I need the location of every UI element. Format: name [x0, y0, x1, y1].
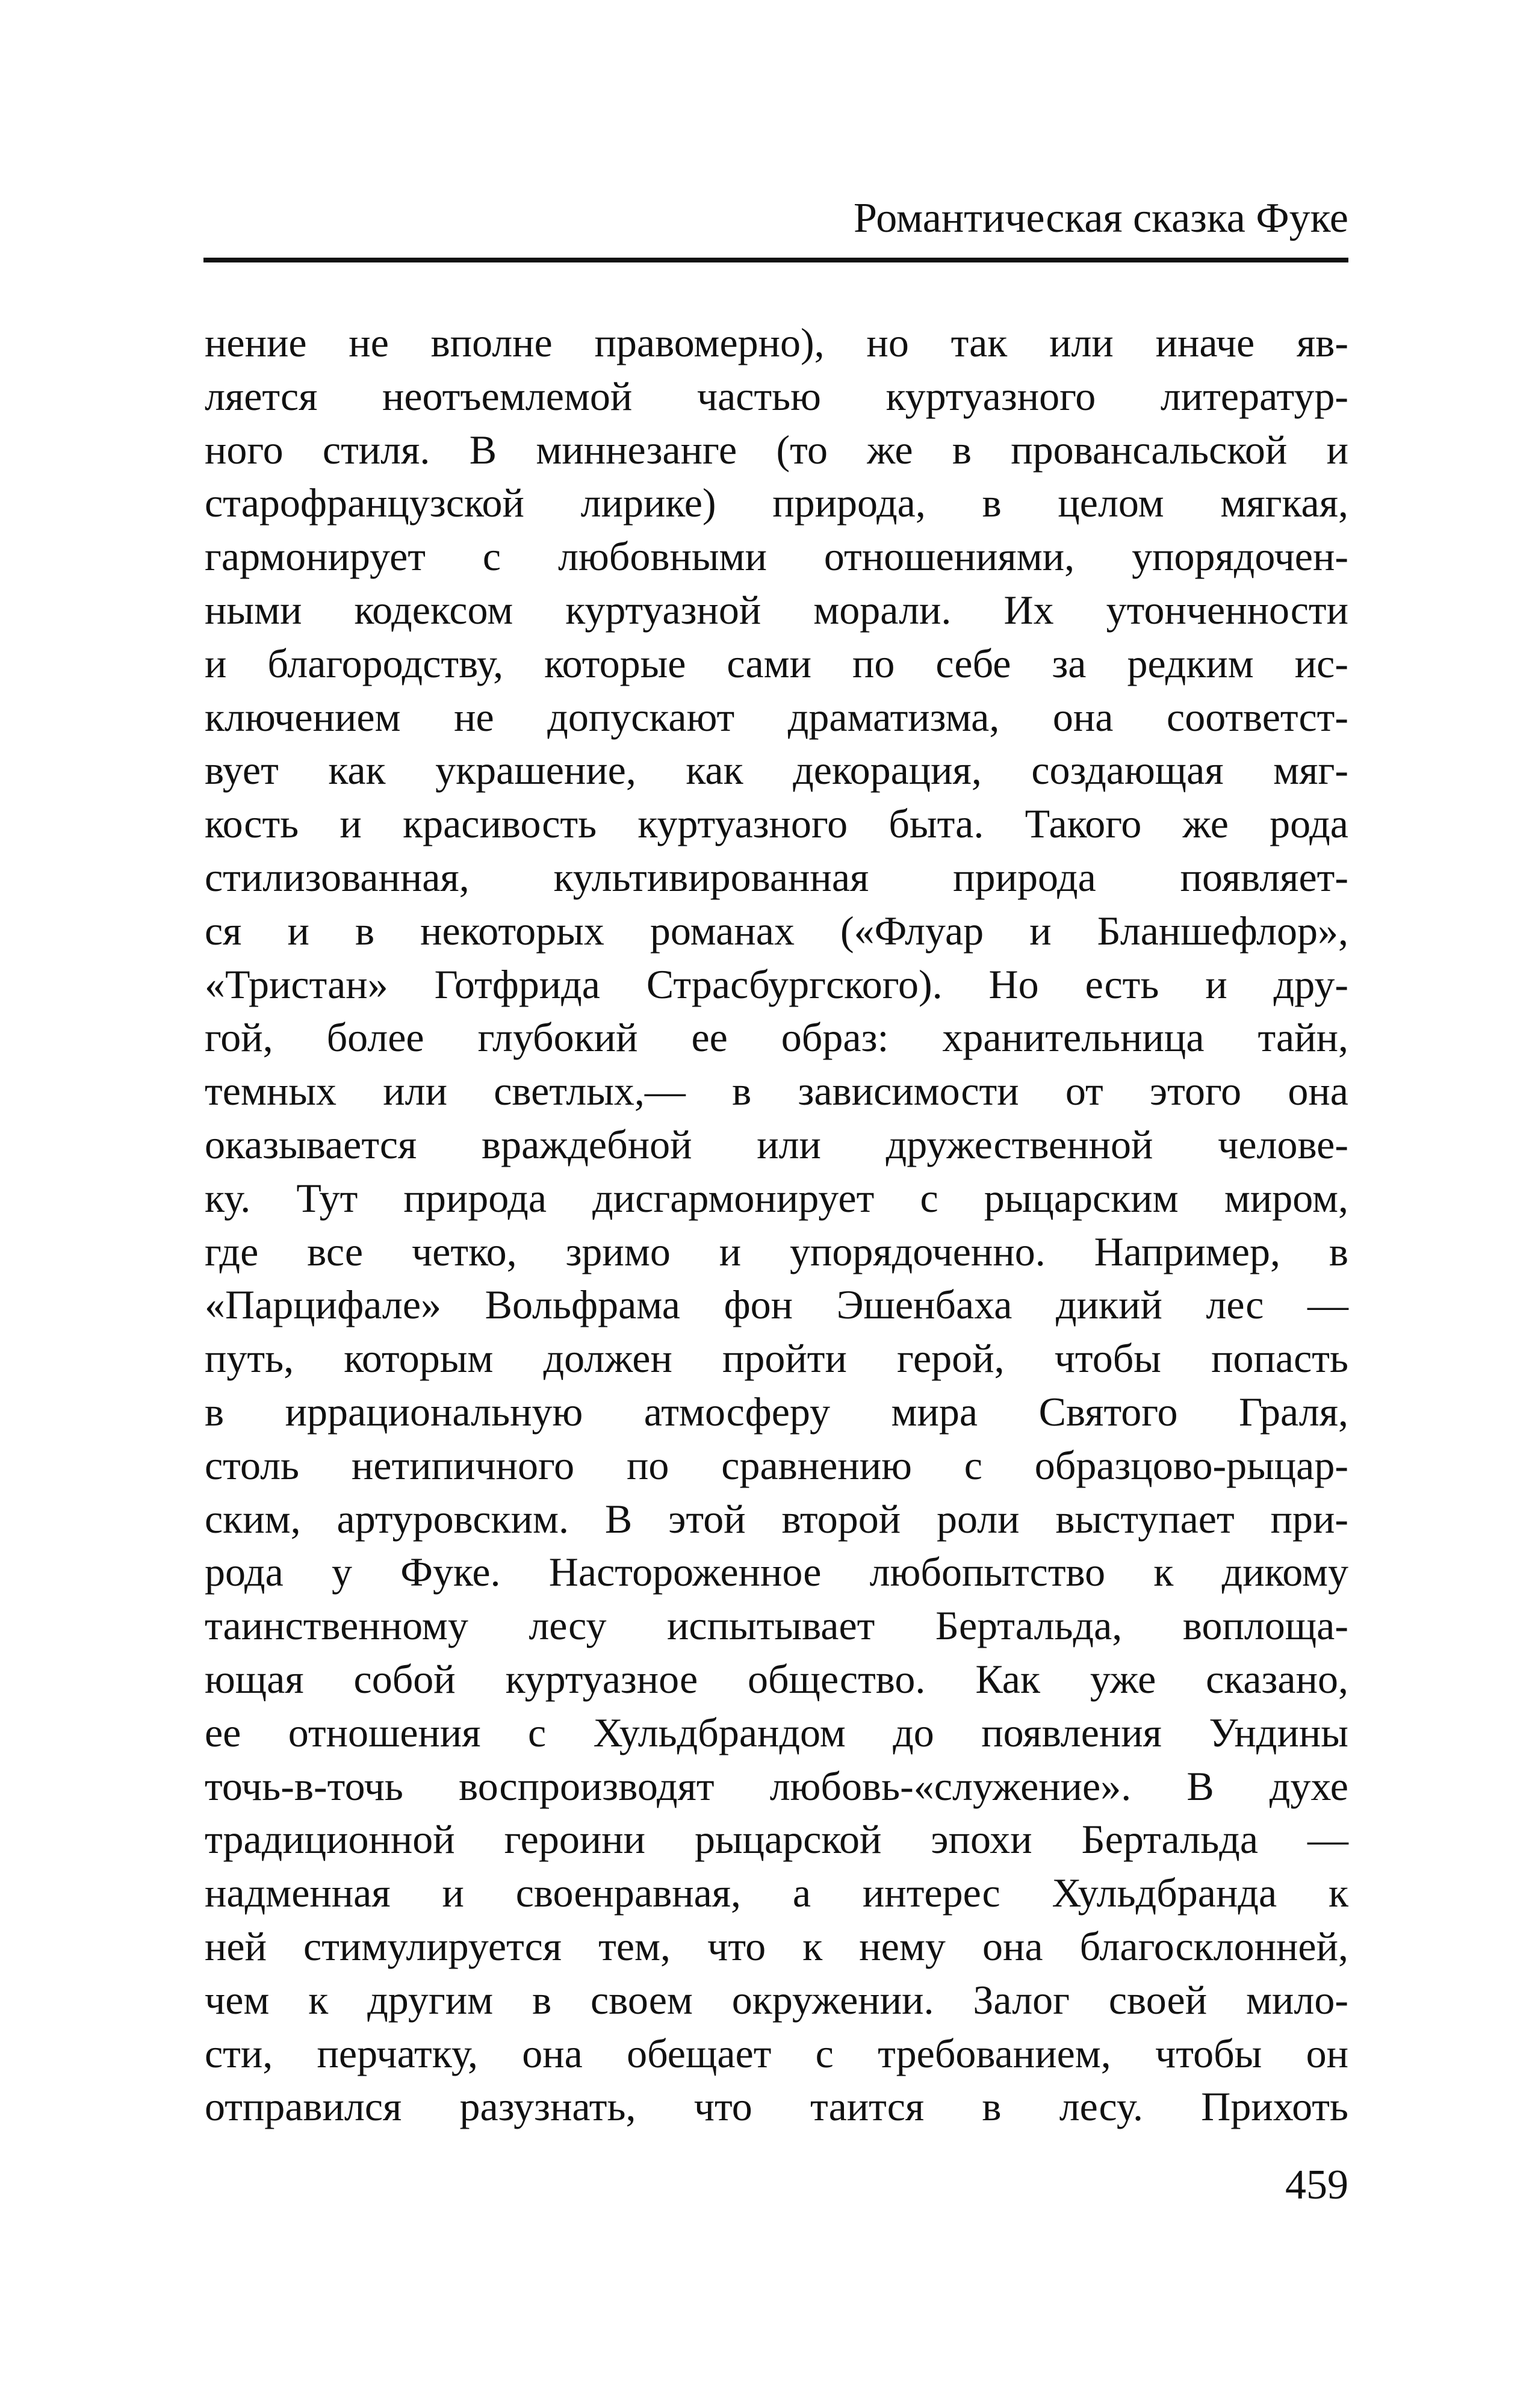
text-line: традиционной героини рыцарской эпохи Бертальда —	[205, 1816, 1348, 1863]
text-line: темных или светлых,— в зависимости от этого она	[205, 1068, 1348, 1114]
text-line: таинственному лесу испытывает Бертальда, воплоща-	[205, 1603, 1348, 1649]
text-line: надменная и своенравная, а интерес Хульдбранда к	[205, 1870, 1348, 1916]
text-line: «Парцифале» Вольфрама фон Эшенбаха дикий лес —	[205, 1282, 1348, 1328]
text-line: где все четко, зримо и упорядоченно. Например, в	[205, 1228, 1348, 1274]
text-line: путь, которым должен пройти герой, чтобы попасть	[205, 1335, 1348, 1382]
text-line: отправился разузнать, что таится в лесу. Прихоть	[205, 2084, 1348, 2130]
text-line: гармонирует с любовными отношениями, упорядочен-	[205, 533, 1348, 580]
text-line: ными кодексом куртуазной морали. Их утонченности	[205, 586, 1348, 633]
text-line: ским, артуровским. В этой второй роли выступает при-	[205, 1495, 1348, 1542]
text-line: вует как украшение, как декорация, создающая мяг-	[205, 747, 1348, 793]
text-line: старофранцузской лирике) природа, в целом мягкая,	[205, 480, 1348, 526]
text-line: ющая собой куртуазное общество. Как уже сказано,	[205, 1656, 1348, 1702]
page-number: 459	[1285, 2162, 1348, 2208]
text-line: ней стимулируется тем, что к нему она благосклонней,	[205, 1923, 1348, 1969]
text-line: ного стиля. В миннезанге (то же в провансальской и	[205, 426, 1348, 473]
text-line: столь нетипичного по сравнению с образцово-рыцар-	[205, 1442, 1348, 1488]
text-line: стилизованная, культивированная природа появляет-	[205, 854, 1348, 900]
text-line: кость и красивость куртуазного быта. Такого же рода	[205, 801, 1348, 847]
text-line: чем к другим в своем окружении. Залог своей мило-	[205, 1976, 1348, 2023]
text-line: ляется неотъемлемой частью куртуазного литератур-	[205, 373, 1348, 419]
text-line: ку. Тут природа дисгармонирует с рыцарским миром,	[205, 1175, 1348, 1221]
body-text	[205, 316, 1348, 2133]
text-line: нение не вполне правомерно), но так или иначе яв-	[205, 320, 1348, 365]
text-line: оказывается враждебной или дружественной челове-	[205, 1121, 1348, 1167]
text-line: ее отношения с Хульдбрандом до появления Ундины	[205, 1709, 1348, 1755]
text-line: «Тристан» Готфрида Страсбургского). Но есть и дру-	[205, 961, 1348, 1007]
text-line: и благородству, которые сами по себе за редким ис-	[205, 640, 1348, 686]
text-line: сти, перчатку, она обещает с требованием, чтобы он	[205, 2030, 1348, 2076]
text-line: ключением не допускают драматизма, она соответст-	[205, 694, 1348, 740]
text-line: ся и в некоторых романах («Флуар и Бланшефлор»,	[205, 907, 1348, 954]
running-head: Романтическая сказка Фуке	[854, 195, 1348, 241]
text-line: в иррациональную атмосферу мира Святого Граля,	[205, 1388, 1348, 1435]
text-line: точь-в-точь воспроизводят любовь-«служение». В духе	[205, 1763, 1348, 1809]
text-line: гой, более глубокий ее образ: хранительница тайн,	[205, 1014, 1348, 1061]
header-rule	[203, 258, 1348, 262]
text-line: рода у Фуке. Настороженное любопытство к дикому	[205, 1549, 1348, 1595]
